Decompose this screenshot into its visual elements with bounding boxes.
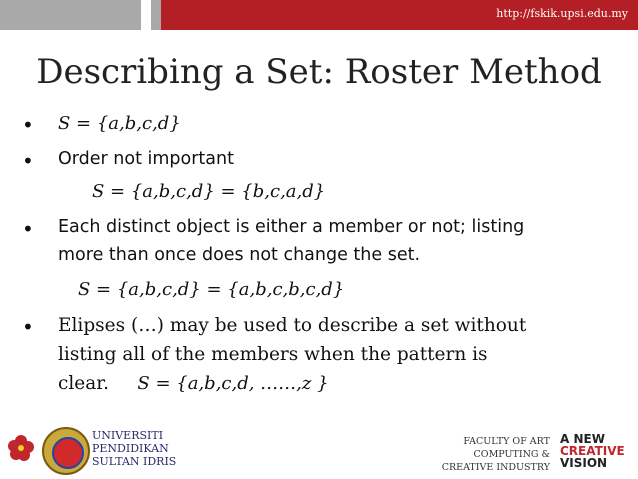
header-gray-block	[0, 0, 151, 30]
faculty-line-2: COMPUTING &	[473, 449, 550, 460]
bullet-3-cont	[22, 245, 622, 279]
bullet-3-line-1: Each distinct object is either a member or not; listing	[58, 217, 525, 237]
bullet-3-equation-text: S = {a,b,c,d} = {a,b,c,b,c,d}	[78, 279, 345, 300]
faculty-logo-text	[440, 435, 550, 474]
upsi-line-2: PENDIDIKAN	[92, 442, 169, 455]
bullet-2-equation-text: S = {a,b,c,d} = {b,c,a,d}	[92, 181, 326, 202]
slide-title: Describing a Set: Roster Method	[36, 52, 602, 92]
bullet-2-text: Order not important	[58, 149, 234, 169]
bullet-4-line-2: listing all of the members when the pattern is	[58, 344, 488, 365]
hibiscus-icon	[6, 433, 36, 463]
anv-line-3: VISION	[560, 456, 608, 470]
a-new-creative-vision-logo	[560, 433, 625, 469]
header-bar	[0, 0, 638, 30]
anv-line-1: A NEW	[560, 432, 605, 446]
upsi-seal-icon	[42, 427, 90, 475]
footer-logos	[0, 427, 638, 479]
header-gray-square	[151, 0, 161, 30]
bullet-4-cont	[22, 344, 622, 373]
seal-center	[52, 437, 84, 469]
bullet-2-equation	[22, 181, 622, 217]
bullet-marker: •	[22, 315, 34, 339]
upsi-line-1: UNIVERSITI	[92, 429, 164, 442]
bullet-marker: •	[22, 113, 34, 137]
bullet-4-line-3: clear.	[58, 373, 109, 394]
header-red-band	[161, 0, 638, 30]
bullet-marker: •	[22, 217, 34, 241]
bullet-3-equation	[22, 279, 622, 315]
faculty-line-1: FACULTY OF ART	[463, 436, 550, 447]
bullet-2	[22, 149, 622, 181]
bullet-marker: •	[22, 149, 34, 173]
slide-body	[22, 113, 622, 402]
upsi-logo-text	[92, 429, 176, 468]
header-url: http://fskik.upsi.edu.my	[496, 7, 628, 20]
bullet-4	[22, 315, 622, 344]
bullet-3-line-2: more than once does not change the set.	[58, 245, 421, 265]
bullet-4-cont-2	[22, 373, 622, 402]
bullet-4-equation: S = {a,b,c,d, ……,z }	[137, 373, 329, 394]
bullet-1	[22, 113, 622, 149]
bullet-1-text: S = {a,b,c,d}	[58, 113, 181, 134]
upsi-line-3: SULTAN IDRIS	[92, 455, 177, 468]
bullet-3	[22, 217, 622, 245]
anv-line-2: CREATIVE	[560, 444, 625, 458]
bullet-4-line-1: Elipses (…) may be used to describe a set without	[58, 315, 527, 336]
faculty-line-3: CREATIVE INDUSTRY	[441, 462, 550, 473]
